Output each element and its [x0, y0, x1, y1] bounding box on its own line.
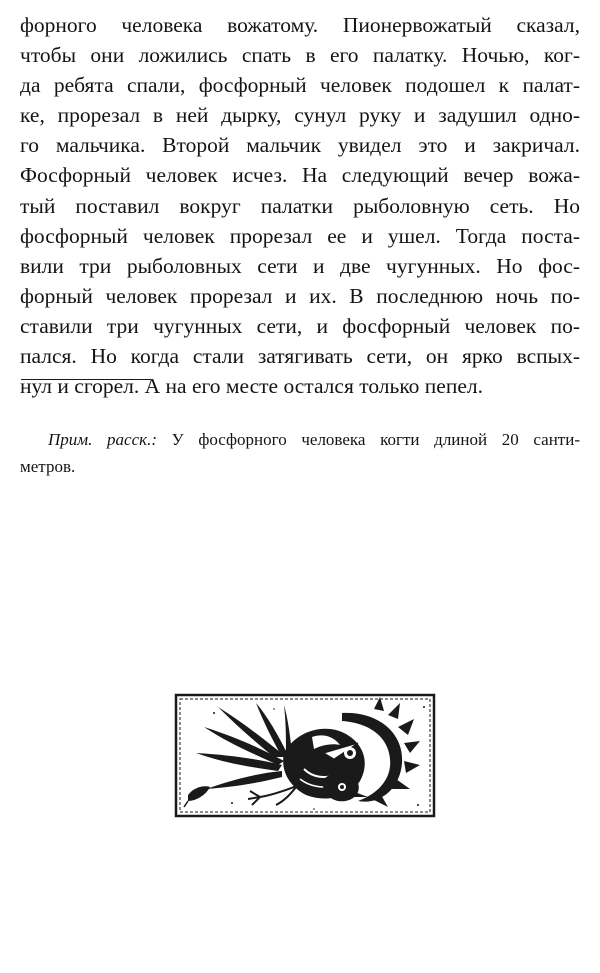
footnote-label: Прим. расск.: [48, 430, 157, 449]
text-line: пался. Но когда стали затягивать сети, он ярко вспых- [20, 344, 580, 369]
text-line: ставили три чугунных сети, и фосфорный человек по- [20, 313, 580, 338]
footnote-divider [21, 379, 153, 380]
text-line: форного человека вожатому. Пионервожатый сказал, [20, 13, 580, 37]
text-line: чтобы они ложились спать в его палатку. Ночью, ког- [20, 43, 580, 68]
illustration-svg [174, 693, 436, 818]
text-line: вили три рыболовных сети и две чугунных. Но фос- [20, 253, 580, 278]
footnote-line [20, 426, 580, 453]
text-line: тый поставил вокруг палатки рыболовную сеть. Но [20, 193, 580, 218]
text-line: форный человек прорезал и их. В последнюю ночь по- [20, 283, 580, 308]
bird-woodcut-illustration [174, 693, 436, 818]
text-line: ке, прорезал в ней дырку, сунул руку и задушил одно- [20, 103, 580, 128]
story-text [20, 10, 580, 401]
text-line: го мальчика. Второй мальчик увидел это и закричал. [20, 133, 580, 158]
text-line: да ребята спали, фосфорный человек подошел к палат- [20, 73, 580, 98]
footnote-text: У фосфорного человека когти длиной 20 санти- [171, 430, 580, 449]
text-line: нул и сгорел. А на его месте остался только пепел. [20, 374, 484, 399]
text-line: фосфорный человек прорезал ее и ушел. Тогда поста- [20, 223, 580, 248]
footnote-line: метров. [20, 457, 76, 476]
footnote [20, 426, 580, 480]
text-line: Фосфорный человек исчез. На следующий вечер вожа- [20, 163, 580, 188]
